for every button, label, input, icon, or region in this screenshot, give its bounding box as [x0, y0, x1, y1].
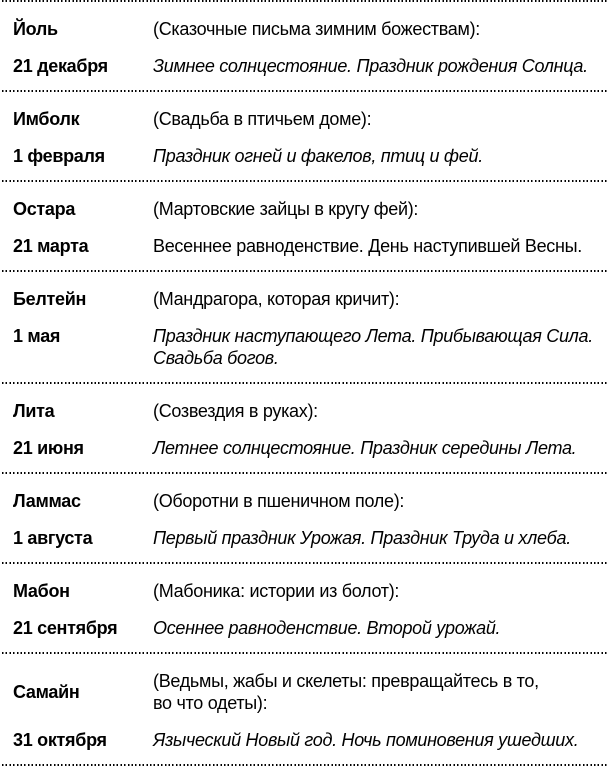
subtitle-line: (Оборотни в пшеничном поле): — [153, 491, 405, 511]
description-line: Зимнее солнцестояние. Праздник рождения Солнца. — [153, 56, 588, 76]
holiday-subtitle — [153, 580, 603, 602]
description-line: Языческий Новый год. Ночь поминовения ушедших. — [153, 730, 579, 750]
holiday-name: Остара — [13, 199, 76, 219]
holiday-subtitle — [153, 108, 603, 130]
subtitle-line: (Сказочные письма зимним божествам): — [153, 19, 480, 39]
holiday-name: Йоль — [13, 19, 58, 39]
subtitle-line: (Созвездия в руках): — [153, 401, 318, 421]
subtitle-line: (Мандрагора, которая кричит): — [153, 289, 400, 309]
holiday-name: Ламмас — [13, 491, 81, 511]
holiday-name: Лита — [13, 401, 55, 421]
holiday-description — [153, 55, 603, 77]
holiday-subtitle — [153, 198, 603, 220]
holiday-description — [153, 527, 603, 549]
subtitle-line: во что одеты): — [153, 693, 268, 713]
holiday-name: Самайн — [13, 682, 80, 702]
holiday-description — [153, 729, 603, 751]
description-line: Весеннее равноденствие. День наступившей Весны. — [153, 236, 582, 256]
subtitle-line: (Мабоника: истории из болот): — [153, 581, 400, 601]
holiday-subtitle — [153, 490, 603, 512]
holiday-date: 21 сентября — [13, 618, 118, 638]
holiday-date: 21 марта — [13, 236, 89, 256]
holiday-date: 31 октября — [13, 730, 107, 750]
holiday-subtitle — [153, 288, 603, 310]
holiday-description — [153, 325, 603, 369]
holiday-name: Мабон — [13, 581, 70, 601]
holiday-section-yule — [0, 2, 609, 90]
holiday-subtitle — [153, 670, 603, 714]
holiday-section-lammas — [0, 474, 609, 562]
holiday-section-ostara — [0, 182, 609, 270]
subtitle-line: (Ведьмы, жабы и скелеты: превращайтесь в то, — [153, 671, 539, 691]
description-line: Свадьба богов. — [153, 348, 279, 368]
holiday-section-litha — [0, 384, 609, 472]
subtitle-line: (Мартовские зайцы в кругу фей): — [153, 199, 419, 219]
holiday-date: 1 февраля — [13, 146, 105, 166]
holiday-date: 1 мая — [13, 326, 61, 346]
subtitle-line: (Свадьба в птичьем доме): — [153, 109, 372, 129]
holiday-section-beltane — [0, 272, 609, 382]
holiday-description — [153, 145, 603, 167]
holiday-date: 1 августа — [13, 528, 93, 548]
description-line: Осеннее равноденствие. Второй урожай. — [153, 618, 501, 638]
description-line: Праздник наступающего Лета. Прибывающая Сила. — [153, 326, 593, 346]
holiday-section-mabon — [0, 564, 609, 652]
dotted-divider — [2, 764, 607, 766]
holiday-date: 21 декабря — [13, 56, 108, 76]
holiday-subtitle — [153, 400, 603, 422]
holiday-subtitle — [153, 18, 603, 40]
holiday-name: Имболк — [13, 109, 80, 129]
holiday-section-samhain — [0, 654, 609, 764]
description-line: Летнее солнцестояние. Праздник середины Лета. — [153, 438, 577, 458]
holiday-description — [153, 437, 603, 459]
holiday-name: Белтейн — [13, 289, 87, 309]
description-line: Первый праздник Урожая. Праздник Труда и хлеба. — [153, 528, 571, 548]
holiday-section-imbolc — [0, 92, 609, 180]
holiday-description — [153, 235, 603, 257]
description-line: Праздник огней и факелов, птиц и фей. — [153, 146, 483, 166]
holiday-date: 21 июня — [13, 438, 84, 458]
holiday-description — [153, 617, 603, 639]
